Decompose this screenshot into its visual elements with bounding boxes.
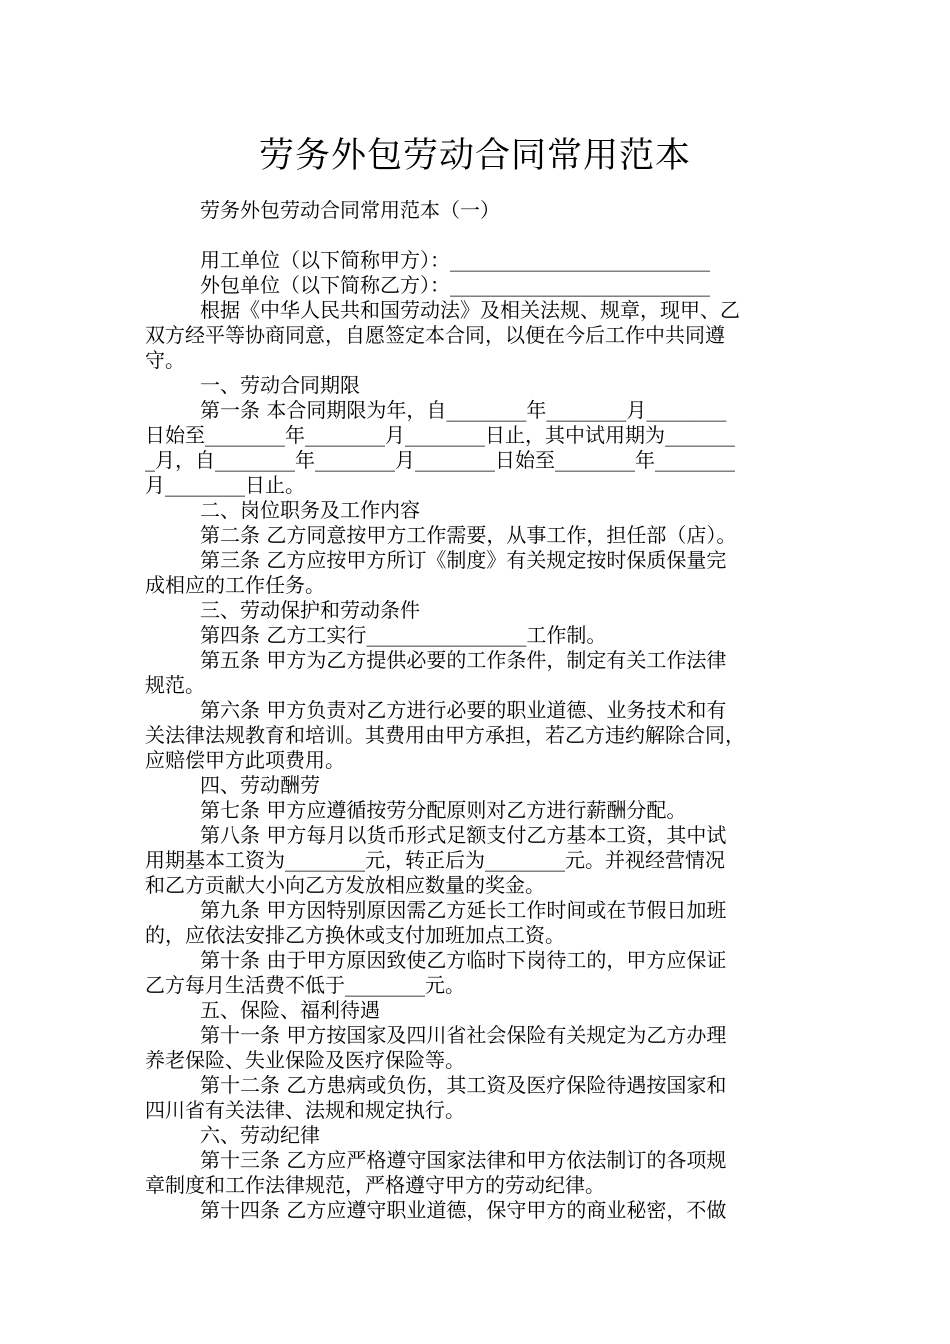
- paragraph-gap: [145, 223, 810, 248]
- text-line: 四、劳动酬劳: [200, 773, 320, 797]
- text-line: 第五条 甲方为乙方提供必要的工作条件，制定有关工作法律: [200, 648, 727, 672]
- text-line: 的，应依法安排乙方换休或支付加班加点工资。: [145, 923, 565, 947]
- document-title: 劳务外包劳动合同常用范本: [258, 136, 691, 176]
- text-line: 和乙方贡献大小向乙方发放相应数量的奖金。: [145, 873, 545, 897]
- text-line: 日始至________年________月________日止，其中试用期为_______: [145, 423, 735, 447]
- text-line: 关法律法规教育和培训。其费用由甲方承担，若乙方违约解除合同，: [145, 723, 745, 747]
- text-line: 三、劳动保护和劳动条件: [200, 598, 420, 622]
- text-line: 外包单位（以下简称乙方）：__________________________: [200, 273, 710, 297]
- text-line: 双方经平等协商同意，自愿签定本合同，以便在今后工作中共同遵: [145, 323, 725, 347]
- text-line: 第九条 甲方因特别原因需乙方延长工作时间或在节假日加班: [200, 898, 727, 922]
- text-line: 成相应的工作任务。: [145, 573, 325, 597]
- text-line: 用工单位（以下简称甲方）：__________________________: [200, 248, 710, 272]
- text-line: 规范。: [145, 673, 205, 697]
- text-line: 第十条 由于甲方原因致使乙方临时下岗待工的，甲方应保证: [200, 948, 727, 972]
- text-line: 根据《中华人民共和国劳动法》及相关法规、规章，现甲、乙: [200, 298, 740, 322]
- text-line: 养老保险、失业保险及医疗保险等。: [145, 1048, 465, 1072]
- text-line: 六、劳动纪律: [200, 1123, 320, 1147]
- text-line: 乙方每月生活费不低于________元。: [145, 973, 465, 997]
- text-line: 第八条 甲方每月以货币形式足额支付乙方基本工资，其中试: [200, 823, 727, 847]
- text-line: 五、保险、福利待遇: [200, 998, 380, 1022]
- text-line: 应赔偿甲方此项费用。: [145, 748, 345, 772]
- text-line: 劳务外包劳动合同常用范本（一）: [200, 198, 500, 222]
- text-line: 第三条 乙方应按甲方所订《制度》有关规定按时保质保量完: [200, 548, 727, 572]
- text-line: 守。: [145, 348, 185, 372]
- text-line: 第十二条 乙方患病或负伤，其工资及医疗保险待遇按国家和: [200, 1073, 727, 1097]
- text-line: _月，自________年________月________日始至________年________: [145, 448, 735, 472]
- text-line: 月________日止。: [145, 473, 305, 497]
- text-line: 第一条 本合同期限为年，自________年________月________: [200, 398, 727, 422]
- text-line: 第七条 甲方应遵循按劳分配原则对乙方进行薪酬分配。: [200, 798, 687, 822]
- document-body: [145, 198, 810, 1223]
- text-line: 二、岗位职务及工作内容: [200, 498, 420, 522]
- text-line: 第十三条 乙方应严格遵守国家法律和甲方依法制订的各项规: [200, 1148, 727, 1172]
- text-line: 第十一条 甲方按国家及四川省社会保险有关规定为乙方办理: [200, 1023, 727, 1047]
- text-line: 四川省有关法律、法规和规定执行。: [145, 1098, 465, 1122]
- text-line: 一、劳动合同期限: [200, 373, 360, 397]
- text-line: 第十四条 乙方应遵守职业道德，保守甲方的商业秘密，不做: [200, 1198, 727, 1222]
- text-line: 第二条 乙方同意按甲方工作需要，从事工作，担任部（店）。: [200, 523, 737, 547]
- text-line: 第四条 乙方工实行________________工作制。: [200, 623, 607, 647]
- text-line: 章制度和工作法律规范，严格遵守甲方的劳动纪律。: [145, 1173, 605, 1197]
- text-line: 用期基本工资为________元，转正后为________元。并视经营情况: [145, 848, 725, 872]
- text-line: 第六条 甲方负责对乙方进行必要的职业道德、业务技术和有: [200, 698, 727, 722]
